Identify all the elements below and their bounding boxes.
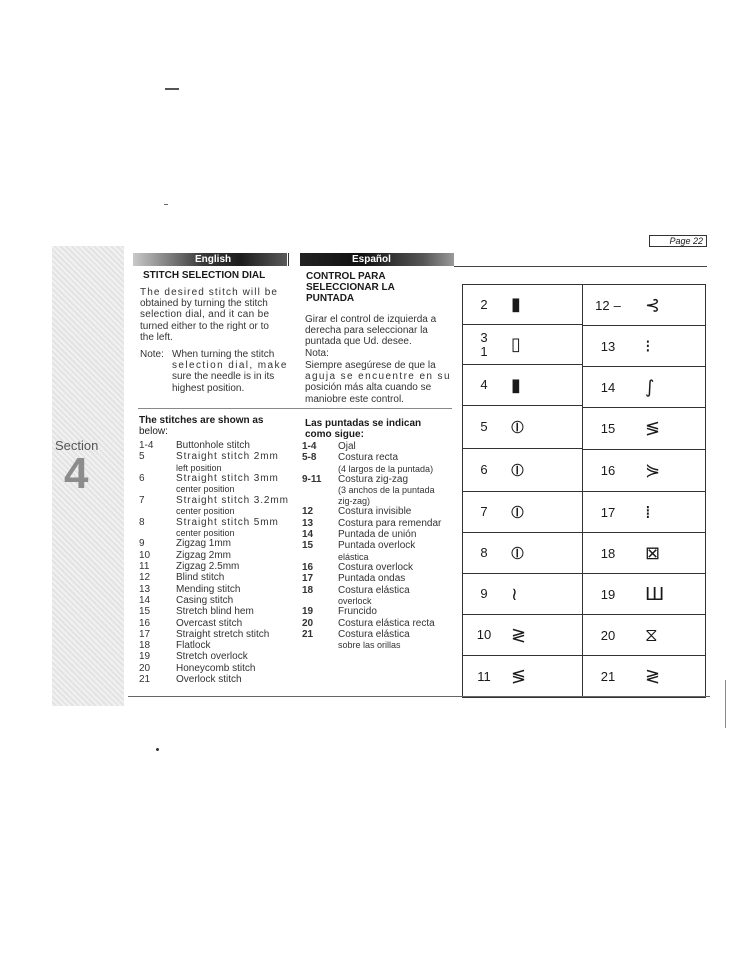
espanol-list-item	[302, 452, 452, 463]
espanol-list-text: Fruncido	[338, 606, 377, 618]
espanol-para-line: Girar el control de izquierda a	[305, 314, 437, 325]
espanol-list-text: Costura elástica	[338, 584, 410, 596]
straight-longest-icon: ⦶	[511, 542, 525, 564]
english-para-line: The desired stitch will be	[140, 287, 279, 298]
stretch-blind-hem-icon: ≶	[645, 418, 661, 439]
english-list-text: Zigzag 2mm	[176, 549, 232, 561]
english-list-heading-line: below:	[139, 426, 168, 437]
espanol-para-line: derecha para seleccionar la	[305, 325, 428, 337]
stitch-number-dash: –	[613, 297, 621, 313]
stitch-number-primary: 19	[600, 586, 616, 602]
stitch-cell-19	[583, 574, 705, 615]
english-note-label: Note:	[140, 349, 164, 360]
espanol-list-number: 13	[302, 517, 314, 529]
header-rule	[454, 266, 707, 267]
stitch-number	[463, 628, 505, 642]
buttonhole-side-icon: ▮	[511, 374, 521, 396]
english-list-subtext: center position	[176, 527, 235, 538]
espanol-list-text: Costura invisible	[338, 506, 412, 518]
zigzag-narrow-icon: ≀	[511, 583, 518, 605]
english-note	[172, 349, 290, 394]
stitch-cell-16	[583, 450, 705, 492]
stretch-overlock-icon: Ш	[645, 583, 665, 605]
stitch-number-primary: 17	[600, 504, 616, 520]
english-list-item	[139, 561, 299, 572]
espanol-note-line: posición más alta cuando se	[305, 382, 432, 394]
stitch-number-primary: 16	[600, 463, 616, 478]
stitch-number	[463, 420, 505, 434]
stitch-number	[583, 669, 633, 684]
espanol-list-item	[302, 529, 452, 540]
stitch-number	[583, 421, 633, 436]
espanol-list-item	[302, 441, 452, 452]
stitch-number-primary: 15	[600, 421, 616, 436]
english-list-text: Straight stitch 3.2mm	[176, 494, 289, 506]
english-heading: STITCH SELECTION DIAL	[143, 270, 266, 281]
speck-mark	[165, 88, 179, 90]
straight-long-icon: ⦶	[511, 501, 525, 523]
blind-stitch-icon: ⊰	[645, 294, 661, 316]
english-list-text: Buttonhole stitch	[176, 440, 250, 451]
english-list-text: Overlock stitch	[176, 674, 242, 686]
english-list-text: Stretch blind hem	[176, 606, 254, 618]
espanol-list-number: 17	[302, 573, 314, 585]
espanol-list-number: 18	[302, 584, 314, 596]
speck-dot	[156, 748, 159, 751]
english-list-item	[139, 651, 299, 662]
english-list-number: 21	[139, 674, 151, 686]
straight-medium-icon: ⦶	[511, 459, 525, 481]
espanol-list-text: Costura para remendar	[338, 517, 442, 529]
stitch-cell-10	[463, 615, 583, 656]
stitch-number-primary: 9	[480, 586, 488, 601]
espanol-list-item	[302, 606, 452, 617]
english-list-number: 7	[139, 494, 145, 506]
stitch-cell-17	[583, 492, 705, 533]
stitch-cell-6	[463, 449, 583, 492]
english-list-subtext: center position	[176, 484, 235, 495]
english-list-text: Mending stitch	[176, 583, 241, 595]
espanol-list-subtext: (4 largos de la puntada)	[338, 463, 434, 474]
tab-divider	[288, 253, 300, 266]
english-list-number: 18	[139, 640, 151, 652]
section-number: 4	[64, 449, 89, 498]
english-list-text: Zigzag 1mm	[176, 538, 232, 550]
english-list-item	[139, 473, 299, 484]
espanol-note-label: Nota:	[305, 348, 329, 359]
stitch-number-primary: 6	[480, 462, 488, 477]
espanol-list-text: Costura overlock	[338, 562, 414, 574]
english-list-item	[139, 640, 299, 651]
section-word: Section	[55, 438, 99, 453]
stitch-number	[583, 628, 633, 643]
espanol-heading	[306, 271, 395, 304]
english-note-line: selection dial, make	[172, 360, 288, 372]
stitch-cell-2	[463, 285, 583, 325]
espanol-list-item	[302, 474, 452, 485]
stitch-number-primary: 5	[480, 419, 488, 434]
english-para-line: turned either to the right or to	[140, 320, 269, 332]
english-list-item	[139, 550, 299, 561]
stitch-number	[583, 505, 633, 520]
stitch-number	[583, 298, 633, 313]
espanol-list-number: 14	[302, 528, 314, 540]
english-list-text: Straight stretch stitch	[176, 628, 270, 640]
stitch-cell-20	[583, 615, 705, 656]
overcast-stitch-icon: ⋟	[645, 460, 661, 481]
english-list-number: 10	[139, 549, 151, 561]
english-list-text: Overcast stitch	[176, 617, 243, 629]
stitch-cell-12	[583, 285, 705, 326]
stitch-number-primary: 2	[480, 296, 488, 312]
english-list-item	[139, 584, 299, 595]
stitch-cell-8	[463, 533, 583, 574]
stitch-number	[583, 546, 633, 561]
espanol-list-subtext: zig-zag)	[338, 495, 371, 506]
espanol-list-text: Ojal	[338, 441, 356, 452]
english-list-number: 11	[139, 561, 150, 573]
stitch-number-primary: 20	[600, 627, 616, 643]
espanol-list-number: 19	[302, 606, 314, 618]
stitch-number	[463, 331, 505, 359]
english-para-line: selection dial, and it can be	[140, 309, 270, 321]
espanol-heading-line: CONTROL PARA	[306, 271, 386, 282]
stitch-number-primary: 8	[480, 545, 488, 560]
espanol-list-item	[302, 518, 452, 529]
english-list-text: Straight stitch 3mm	[176, 473, 279, 485]
english-list-heading	[139, 415, 264, 437]
espanol-stitch-list	[302, 441, 452, 651]
english-note-line: When turning the stitch	[172, 349, 275, 360]
stitch-number-secondary: 1	[480, 343, 488, 359]
english-list-number: 5	[139, 451, 145, 463]
straight-short-icon: ⦶	[511, 416, 525, 438]
stitch-number-primary: 12	[595, 297, 610, 313]
margin-line	[725, 680, 726, 728]
espanol-list-text: Puntada de unión	[338, 528, 417, 540]
stitch-cell-13	[583, 326, 705, 367]
english-list-text: Straight stitch 5mm	[176, 516, 279, 528]
espanol-list-item	[302, 573, 452, 584]
english-list-number: 17	[139, 628, 151, 640]
stitch-cell-15	[583, 408, 705, 450]
overlock-icon: ≷	[645, 666, 661, 687]
espanol-list-text: Costura elástica recta	[338, 617, 435, 629]
stitch-number	[463, 298, 505, 312]
espanol-list-heading-line: como sigue:	[305, 429, 364, 440]
english-list-number: 14	[139, 594, 151, 606]
english-list-number: 15	[139, 606, 151, 618]
english-list-number: 12	[139, 572, 151, 584]
espanol-heading-line: SELECCIONAR LA	[306, 282, 395, 293]
stitch-number-primary: 10	[476, 627, 492, 642]
stitch-number	[463, 463, 505, 477]
stitch-number	[583, 587, 633, 602]
zigzag-medium-icon: ≷	[511, 624, 527, 646]
espanol-list-number: 5-8	[302, 452, 317, 464]
espanol-list-item	[302, 629, 452, 640]
english-paragraph	[140, 287, 290, 343]
english-list-item	[139, 517, 299, 528]
stitch-number	[463, 587, 505, 601]
english-list-number: 1-4	[139, 440, 154, 451]
espanol-list-heading-line: Las puntadas se indican	[305, 418, 422, 429]
english-list-subtext: left position	[176, 462, 222, 473]
espanol-list-heading	[305, 418, 421, 440]
english-list-heading-line: The stitches are shown as	[139, 415, 264, 426]
stitch-number	[463, 670, 505, 684]
stitch-cell-3	[463, 325, 583, 365]
english-list-item	[139, 629, 299, 640]
stitch-cell-5	[463, 406, 583, 449]
english-list-text: Zigzag 2.5mm	[176, 561, 240, 573]
mending-stitch-icon: ⁝	[645, 335, 651, 357]
espanol-tab-bar: Español	[300, 253, 454, 266]
stitch-number-primary: 13	[600, 338, 616, 354]
espanol-list-subtext: overlock	[338, 595, 372, 606]
buttonhole-bar-icon: ▮	[511, 294, 521, 315]
stitch-number	[583, 463, 633, 478]
english-list-item	[139, 674, 299, 685]
english-list-number: 16	[139, 617, 151, 629]
english-para-line: obtained by turning the stitch	[140, 298, 268, 310]
english-list-number: 19	[139, 651, 151, 663]
flatlock-icon: ⊠	[645, 542, 661, 564]
espanol-list-text: Costura recta	[338, 452, 399, 464]
espanol-list-number: 12	[302, 506, 314, 518]
page-number-label: Page 22	[649, 235, 707, 247]
stitch-number-primary: 4	[480, 377, 488, 392]
stitch-cell-21	[583, 656, 705, 697]
stitch-number	[463, 546, 505, 560]
espanol-note	[305, 360, 455, 405]
espanol-list-number: 1-4	[302, 441, 317, 452]
stitch-cell-4	[463, 365, 583, 406]
stitch-number-primary: 14	[600, 379, 616, 395]
english-list-number: 6	[139, 473, 145, 485]
english-stitch-list	[139, 440, 299, 685]
stitch-number-primary: 11	[477, 668, 491, 684]
espanol-note-line: maniobre este control.	[305, 393, 404, 405]
stitch-cell-9	[463, 574, 583, 615]
espanol-list-item	[302, 506, 452, 517]
english-tab-bar: English	[133, 253, 287, 266]
espanol-list-text: Costura zig-zag	[338, 474, 409, 486]
espanol-paragraph	[305, 314, 455, 348]
espanol-list-subtext: elástica	[338, 551, 369, 562]
espanol-list-text: Puntada ondas	[338, 573, 406, 585]
english-list-item	[139, 451, 299, 462]
english-list-number: 13	[139, 583, 151, 595]
english-list-number: 20	[139, 662, 151, 674]
english-list-subtext: center position	[176, 506, 235, 517]
english-list-item	[139, 663, 299, 674]
espanol-list-number: 9-11	[302, 474, 322, 486]
espanol-list-subtext: (3 anchos de la puntada	[338, 485, 435, 496]
english-list-item	[139, 440, 299, 451]
english-note-line: highest position.	[172, 382, 245, 394]
column-divider-rule	[138, 408, 452, 409]
espanol-list-number: 16	[302, 562, 314, 574]
honeycomb-icon: ⧖	[645, 624, 658, 646]
english-list-item	[139, 606, 299, 617]
english-note-line: sure the needle is in its	[172, 371, 275, 383]
english-list-number: 8	[139, 516, 145, 528]
casing-stitch-icon: ∫	[645, 376, 655, 398]
english-list-text: Stretch overlock	[176, 651, 248, 663]
bottom-rule	[128, 696, 710, 697]
english-list-text: Blind stitch	[176, 572, 225, 584]
english-list-item	[139, 618, 299, 629]
espanol-heading-line: PUNTADA	[306, 293, 355, 304]
english-list-text: Casing stitch	[176, 594, 234, 606]
stitch-cell-18	[583, 533, 705, 574]
espanol-note-line: Siempre asegúrese de que la	[305, 360, 436, 371]
english-list-item	[139, 595, 299, 606]
stitch-number-primary: 18	[600, 545, 616, 561]
stitch-number	[583, 380, 633, 395]
stitch-number	[583, 339, 633, 354]
english-list-text: Honeycomb stitch	[176, 662, 256, 674]
espanol-note-line: aguja se encuentre en su	[305, 371, 451, 383]
english-list-text: Straight stitch 2mm	[176, 451, 279, 463]
espanol-list-item	[302, 585, 452, 596]
buttonhole-end-icon: ▯	[511, 334, 521, 355]
straight-stretch-icon: ⁞	[645, 501, 651, 523]
espanol-list-number: 20	[302, 617, 314, 629]
english-list-item	[139, 538, 299, 549]
stitch-number-primary: 7	[480, 504, 488, 519]
stitch-number-primary: 21	[600, 669, 616, 684]
stitch-grid	[462, 284, 706, 698]
zigzag-wide-icon: ≶	[511, 666, 527, 687]
espanol-list-item	[302, 618, 452, 629]
stitch-number-primary: 3	[480, 329, 488, 345]
espanol-list-number: 21	[302, 629, 314, 641]
english-list-item	[139, 495, 299, 506]
english-para-line: the left.	[140, 331, 173, 343]
espanol-list-number: 15	[302, 540, 314, 552]
espanol-list-text: Puntada overlock	[338, 540, 416, 552]
espanol-list-subtext: sobre las orillas	[338, 640, 401, 651]
stitch-cell-7	[463, 492, 583, 533]
stitch-cell-11	[463, 656, 583, 697]
espanol-list-item	[302, 562, 452, 573]
stitch-cell-14	[583, 367, 705, 408]
stitch-number	[463, 378, 505, 392]
english-list-text: Flatlock	[176, 640, 211, 652]
espanol-list-item	[302, 540, 452, 551]
english-list-item	[139, 572, 299, 583]
espanol-list-text: Costura elástica	[338, 629, 410, 641]
espanol-para-line: puntada que Ud. desee.	[305, 336, 412, 348]
english-list-number: 9	[139, 538, 145, 550]
speck-mark	[164, 204, 168, 205]
stitch-number	[463, 505, 505, 519]
